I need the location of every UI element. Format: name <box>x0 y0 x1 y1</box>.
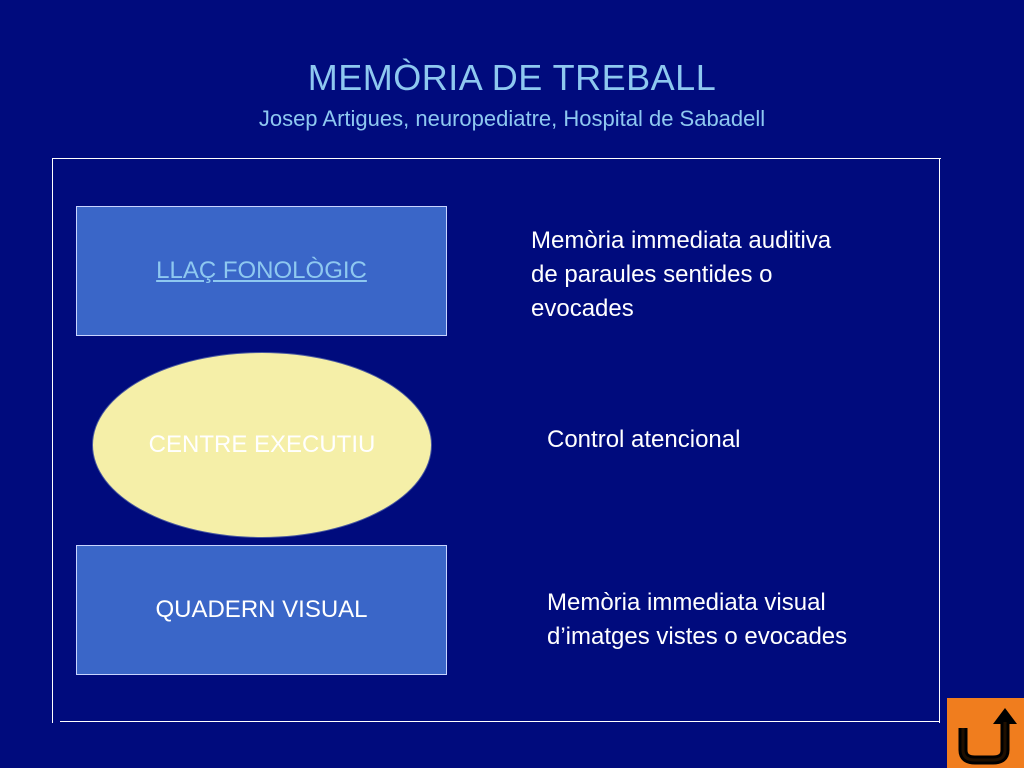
description-line: Control atencional <box>547 426 741 453</box>
phonological-loop-description <box>531 224 911 326</box>
description-line: Memòria immediata visual <box>547 589 826 616</box>
description-line: de paraules sentides o <box>531 261 773 288</box>
return-arrow-icon <box>947 698 1024 768</box>
visual-sketchpad-box <box>76 545 447 675</box>
frame-border-top <box>52 158 941 159</box>
slide-subtitle: Josep Artigues, neuropediatre, Hospital de Sabadell <box>258 106 766 131</box>
frame-border-right <box>939 158 940 723</box>
visual-sketchpad-description <box>547 586 927 654</box>
central-executive-description <box>547 423 907 457</box>
slide-title: MEMÒRIA DE TREBALL <box>307 57 717 98</box>
phonological-loop-box[interactable] <box>76 206 447 336</box>
return-button[interactable] <box>947 698 1024 768</box>
frame-border-left <box>52 158 53 723</box>
central-executive-label: CENTRE EXECUTIU <box>148 431 376 458</box>
description-line: evocades <box>531 295 634 322</box>
phonological-loop-link[interactable]: LLAÇ FONOLÒGIC <box>156 257 367 284</box>
description-line: Memòria immediata auditiva <box>531 227 832 254</box>
frame-border-bottom <box>60 721 940 722</box>
central-executive-ellipse <box>92 352 432 538</box>
visual-sketchpad-label: QUADERN VISUAL <box>155 596 368 623</box>
description-line: d’imatges vistes o evocades <box>547 623 848 650</box>
